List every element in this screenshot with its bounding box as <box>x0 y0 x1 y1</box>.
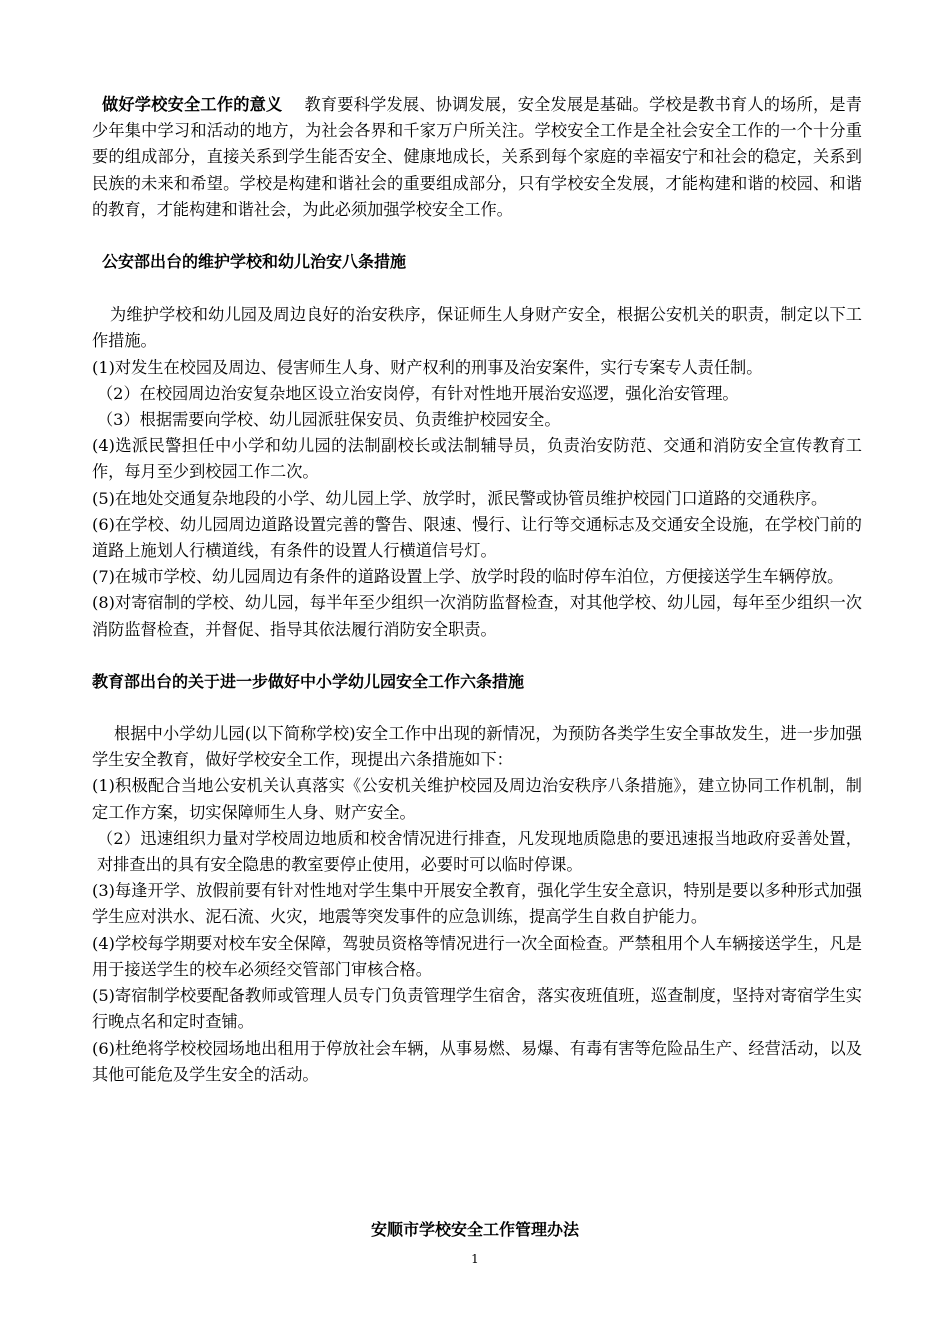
document-body <box>92 92 862 1088</box>
section1-item-8: (8)对寄宿制的学校、幼儿园，每半年至少组织一次消防监督检查，对其他学校、幼儿园，每年至少组织一次消防监督检查，并督促、指导其依法履行消防安全职责。 <box>92 593 862 639</box>
intro-text: 教育要科学发展、协调发展，安全发展是基础。学校是教书育人的场所，是青少年集中学习和活动的地方，为社会各界和千家万户所关注。学校安全工作是全社会安全工作的一个十分重要的组成部分，直接关系到学生能否安全、健康地成长，关系到每个家庭的幸福安宁和社会的稳定，关系到民族的未来和希望。学校是构建和谐社会的重要组成部分，只有学校安全发展，才能构建和谐的校园、和谐的教育，才能构建和谐社会，为此必须加强学校安全工作。 <box>92 95 862 219</box>
section2-item-6: (6)杜绝将学校校园场地出租用于停放社会车辆，从事易燃、易爆、有毒有害等危险品生产、经营活动，以及其他可能危及学生安全的活动。 <box>92 1038 862 1084</box>
section1-item-6: (6)在学校、幼儿园周边道路设置完善的警告、限速、慢行、让行等交通标志及交通安全设施，在学校门前的道路上施划人行横道线，有条件的设置人行横道信号灯。 <box>92 514 862 561</box>
page-number: 1 <box>471 1252 479 1266</box>
section2-item-5: (5)寄宿制学校要配备教师或管理人员专门负责管理学生宿舍，落实夜班值班，巡查制度，坚持对寄宿学生实行晚点名和定时查铺。 <box>92 986 862 1032</box>
section1-item-3: （3）根据需要向学校、幼儿园派驻保安员、负责维护校园安全。 <box>97 410 561 430</box>
section1-lead: 为维护学校和幼儿园及周边良好的治安秩序，保证师生人身财产安全，根据公安机关的职责，制定以下工作措施。 <box>92 305 862 351</box>
section2-item-2: （2）迅速组织力量对学校周边地质和校舍情况进行排查，凡发现地质隐患的要迅速报当地政府妥善处置，对排查出的具有安全隐患的教室要停止使用，必要时可以临时停课。 <box>97 828 862 875</box>
section2-item-3: (3)每逢开学、放假前要有针对性地对学生集中开展安全教育，强化学生安全意识，特别是要以多种形式加强学生应对洪水、泥石流、火灾，地震等突发事件的应急训练，提高学生自救自护能力。 <box>92 881 862 927</box>
next-section-title: 安顺市学校安全工作管理办法 <box>370 1220 579 1239</box>
intro-paragraph <box>92 92 862 223</box>
section2-item-4: (4)学校每学期要对校车安全保障，驾驶员资格等情况进行一次全面检查。严禁租用个人车辆接送学生，凡是用于接送学生的校车必须经交管部门审核合格。 <box>92 933 862 979</box>
intro-title: 做好学校安全工作的意义 <box>102 95 283 114</box>
section1-item-5: (5)在地处交通复杂地段的小学、幼儿园上学、放学时，派民警或协管员维护校园门口道路的交通秩序。 <box>92 488 828 508</box>
section1-item-1: (1)对发生在校园及周边、侵害师生人身、财产权利的刑事及治安案件，实行专案专人责任制。 <box>92 357 763 377</box>
section1-item-2: （2）在校园周边治安复杂地区设立治安岗停，有针对性地开展治安巡逻，强化治安管理。 <box>97 383 739 403</box>
section1-item-7: (7)在城市学校、幼儿园周边有条件的道路设置上学、放学时段的临时停车泊位，方便接送学生车辆停放。 <box>92 567 844 587</box>
section1-heading: 公安部出台的维护学校和幼儿治安八条措施 <box>102 252 407 272</box>
section1-item-4: (4)选派民警担任中小学和幼儿园的法制副校长或法制辅导员，负责治安防范、交通和消防安全宣传教育工作，每月至少到校园工作二次。 <box>92 436 862 482</box>
section2-lead: 根据中小学幼儿园(以下简称学校)安全工作中出现的新情况，为预防各类学生安全事故发生，进一步加强学生安全教育，做好学校安全工作，现提出六条措施如下： <box>92 724 862 770</box>
section2-heading: 教育部出台的关于进一步做好中小学幼儿园安全工作六条措施 <box>92 671 525 691</box>
section2-item-1: (1)积极配合当地公安机关认真落实《公安机关维护校园及周边治安秩序八条措施》，建立协同工作机制，制定工作方案，切实保障师生人身、财产安全。 <box>92 776 862 822</box>
